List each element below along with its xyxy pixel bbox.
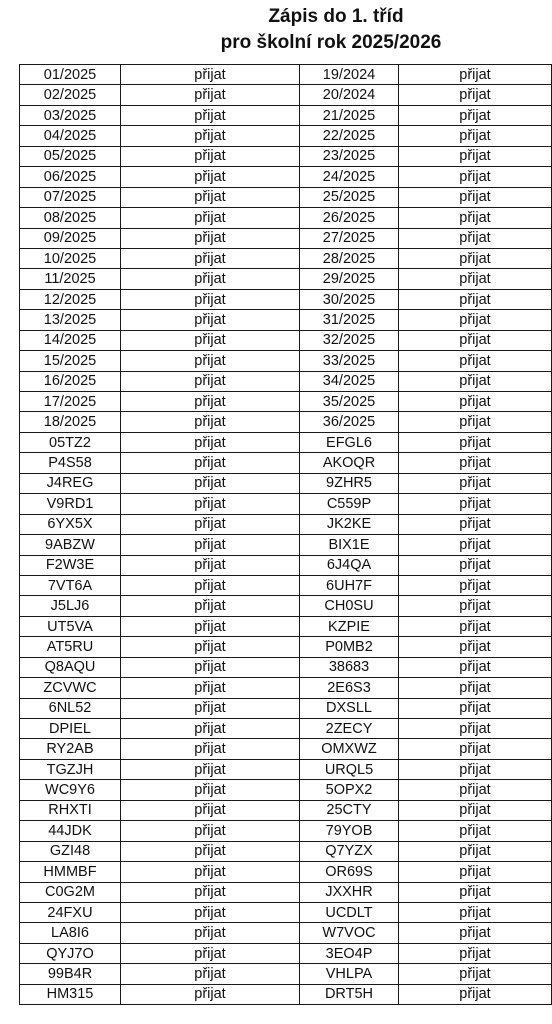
registration-code-left: 7VT6A — [20, 575, 121, 595]
registration-code-right: 2ZECY — [300, 719, 399, 739]
table-row — [20, 780, 552, 800]
status-left: přijat — [121, 65, 300, 85]
status-right: přijat — [399, 473, 552, 493]
status-left: přijat — [121, 678, 300, 698]
registration-code-right: 38683 — [300, 657, 399, 677]
status-right: přijat — [399, 821, 552, 841]
registration-code-right: EFGL6 — [300, 432, 399, 452]
status-left: přijat — [121, 392, 300, 412]
table-row — [20, 473, 552, 493]
status-left: přijat — [121, 616, 300, 636]
registration-code-left: 24FXU — [20, 902, 121, 922]
status-right: přijat — [399, 392, 552, 412]
status-right: přijat — [399, 412, 552, 432]
status-right: přijat — [399, 616, 552, 636]
status-right: přijat — [399, 575, 552, 595]
registration-code-right: 29/2025 — [300, 269, 399, 289]
status-right: přijat — [399, 596, 552, 616]
status-left: přijat — [121, 208, 300, 228]
status-left: přijat — [121, 167, 300, 187]
registration-code-right: 9ZHR5 — [300, 473, 399, 493]
registration-code-right: 20/2024 — [300, 85, 399, 105]
registration-code-left: 6YX5X — [20, 514, 121, 534]
registration-code-left: 09/2025 — [20, 228, 121, 248]
registration-code-right: URQL5 — [300, 759, 399, 779]
registration-code-right: 32/2025 — [300, 330, 399, 350]
registration-code-right: 21/2025 — [300, 105, 399, 125]
registration-code-right: 35/2025 — [300, 392, 399, 412]
registration-code-left: 05TZ2 — [20, 432, 121, 452]
registration-code-left: 10/2025 — [20, 248, 121, 268]
status-right: přijat — [399, 943, 552, 963]
status-left: přijat — [121, 943, 300, 963]
registration-code-left: QYJ7O — [20, 943, 121, 963]
table-row — [20, 698, 552, 718]
registration-code-left: F2W3E — [20, 555, 121, 575]
status-right: přijat — [399, 555, 552, 575]
status-left: přijat — [121, 882, 300, 902]
status-right: přijat — [399, 964, 552, 984]
table-row — [20, 392, 552, 412]
table-row — [20, 146, 552, 166]
registration-code-left: TGZJH — [20, 759, 121, 779]
registration-code-right: 26/2025 — [300, 208, 399, 228]
table-row — [20, 187, 552, 207]
status-right: přijat — [399, 289, 552, 309]
registration-code-left: J4REG — [20, 473, 121, 493]
registration-code-left: RHXTI — [20, 800, 121, 820]
status-right: přijat — [399, 657, 552, 677]
registration-code-left: V9RD1 — [20, 494, 121, 514]
table-row — [20, 739, 552, 759]
table-row — [20, 923, 552, 943]
status-right: přijat — [399, 637, 552, 657]
status-right: přijat — [399, 105, 552, 125]
table-row — [20, 759, 552, 779]
table-row — [20, 351, 552, 371]
status-left: přijat — [121, 248, 300, 268]
table-row — [20, 902, 552, 922]
status-left: přijat — [121, 637, 300, 657]
table-row — [20, 535, 552, 555]
registration-code-right: 27/2025 — [300, 228, 399, 248]
registration-code-left: J5LJ6 — [20, 596, 121, 616]
registration-code-right: 22/2025 — [300, 126, 399, 146]
registration-code-left: 15/2025 — [20, 351, 121, 371]
status-left: přijat — [121, 269, 300, 289]
table-row — [20, 575, 552, 595]
table-row — [20, 494, 552, 514]
table-row — [20, 678, 552, 698]
status-left: přijat — [121, 494, 300, 514]
status-left: přijat — [121, 821, 300, 841]
registration-code-right: 6UH7F — [300, 575, 399, 595]
registration-code-left: C0G2M — [20, 882, 121, 902]
status-right: přijat — [399, 248, 552, 268]
registration-code-right: C559P — [300, 494, 399, 514]
table-row — [20, 432, 552, 452]
registration-code-right: AKOQR — [300, 453, 399, 473]
registration-code-right: BIX1E — [300, 535, 399, 555]
table-row — [20, 616, 552, 636]
registration-code-left: GZI48 — [20, 841, 121, 861]
registration-code-left: 06/2025 — [20, 167, 121, 187]
status-right: přijat — [399, 698, 552, 718]
registration-code-right: 6J4QA — [300, 555, 399, 575]
registration-code-right: 79YOB — [300, 821, 399, 841]
table-row — [20, 310, 552, 330]
registration-code-right: 30/2025 — [300, 289, 399, 309]
registration-code-left: LA8I6 — [20, 923, 121, 943]
status-left: přijat — [121, 596, 300, 616]
table-row — [20, 371, 552, 391]
status-left: přijat — [121, 310, 300, 330]
registration-code-right: W7VOC — [300, 923, 399, 943]
registration-code-left: 44JDK — [20, 821, 121, 841]
status-right: přijat — [399, 187, 552, 207]
registration-code-right: 31/2025 — [300, 310, 399, 330]
table-row — [20, 412, 552, 432]
table-row — [20, 167, 552, 187]
registration-code-left: 6NL52 — [20, 698, 121, 718]
table-row — [20, 862, 552, 882]
registration-code-right: JXXHR — [300, 882, 399, 902]
table-row — [20, 453, 552, 473]
registration-code-right: DRT5H — [300, 984, 399, 1004]
status-left: přijat — [121, 351, 300, 371]
status-left: přijat — [121, 698, 300, 718]
registration-code-right: DXSLL — [300, 698, 399, 718]
registration-code-left: 05/2025 — [20, 146, 121, 166]
status-right: přijat — [399, 514, 552, 534]
status-left: přijat — [121, 126, 300, 146]
status-right: přijat — [399, 535, 552, 555]
status-right: přijat — [399, 228, 552, 248]
registration-code-left: 16/2025 — [20, 371, 121, 391]
table-row — [20, 330, 552, 350]
status-right: přijat — [399, 432, 552, 452]
registration-code-left: Q8AQU — [20, 657, 121, 677]
status-left: přijat — [121, 759, 300, 779]
table-row — [20, 596, 552, 616]
status-left: přijat — [121, 535, 300, 555]
registration-code-right: UCDLT — [300, 902, 399, 922]
table-row — [20, 657, 552, 677]
status-right: přijat — [399, 351, 552, 371]
registration-code-left: UT5VA — [20, 616, 121, 636]
registration-code-left: 14/2025 — [20, 330, 121, 350]
table-row — [20, 882, 552, 902]
registration-code-left: 04/2025 — [20, 126, 121, 146]
status-right: přijat — [399, 167, 552, 187]
registration-code-right: 5OPX2 — [300, 780, 399, 800]
registration-code-left: 02/2025 — [20, 85, 121, 105]
registration-code-left: 99B4R — [20, 964, 121, 984]
status-right: přijat — [399, 330, 552, 350]
registration-code-right: P0MB2 — [300, 637, 399, 657]
table-row — [20, 821, 552, 841]
status-right: přijat — [399, 739, 552, 759]
status-left: přijat — [121, 412, 300, 432]
registration-code-left: 13/2025 — [20, 310, 121, 330]
registration-code-left: HM315 — [20, 984, 121, 1004]
registration-code-right: 25/2025 — [300, 187, 399, 207]
registration-code-left: HMMBF — [20, 862, 121, 882]
status-right: přijat — [399, 208, 552, 228]
registration-code-left: 12/2025 — [20, 289, 121, 309]
status-right: přijat — [399, 126, 552, 146]
status-left: přijat — [121, 841, 300, 861]
registration-code-left: WC9Y6 — [20, 780, 121, 800]
status-left: přijat — [121, 187, 300, 207]
table-row — [20, 514, 552, 534]
registration-code-left: 03/2025 — [20, 105, 121, 125]
table-row — [20, 208, 552, 228]
registration-code-left: DPIEL — [20, 719, 121, 739]
registration-code-right: OMXWZ — [300, 739, 399, 759]
enrollment-table — [19, 64, 552, 1005]
registration-code-right: JK2KE — [300, 514, 399, 534]
status-left: přijat — [121, 923, 300, 943]
status-right: přijat — [399, 984, 552, 1004]
status-left: přijat — [121, 473, 300, 493]
registration-code-right: 24/2025 — [300, 167, 399, 187]
status-left: přijat — [121, 330, 300, 350]
status-right: přijat — [399, 85, 552, 105]
status-left: přijat — [121, 105, 300, 125]
registration-code-right: 34/2025 — [300, 371, 399, 391]
status-right: přijat — [399, 902, 552, 922]
status-right: přijat — [399, 923, 552, 943]
registration-code-left: RY2AB — [20, 739, 121, 759]
registration-code-right: 25CTY — [300, 800, 399, 820]
registration-code-right: 33/2025 — [300, 351, 399, 371]
registration-code-left: 11/2025 — [20, 269, 121, 289]
status-left: přijat — [121, 555, 300, 575]
document-title — [0, 4, 552, 56]
status-left: přijat — [121, 739, 300, 759]
status-left: přijat — [121, 800, 300, 820]
table-row — [20, 248, 552, 268]
table-row — [20, 126, 552, 146]
table-row — [20, 555, 552, 575]
registration-code-right: VHLPA — [300, 964, 399, 984]
registration-code-left: ZCVWC — [20, 678, 121, 698]
status-left: přijat — [121, 289, 300, 309]
registration-code-right: 2E6S3 — [300, 678, 399, 698]
status-right: přijat — [399, 310, 552, 330]
status-right: přijat — [399, 862, 552, 882]
status-left: přijat — [121, 719, 300, 739]
table-row — [20, 800, 552, 820]
status-left: přijat — [121, 902, 300, 922]
registration-code-left: 01/2025 — [20, 65, 121, 85]
registration-code-right: KZPIE — [300, 616, 399, 636]
table-row — [20, 228, 552, 248]
status-right: přijat — [399, 269, 552, 289]
registration-code-right: 36/2025 — [300, 412, 399, 432]
registration-code-right: OR69S — [300, 862, 399, 882]
status-right: přijat — [399, 780, 552, 800]
table-row — [20, 289, 552, 309]
table-row — [20, 105, 552, 125]
registration-code-left: 08/2025 — [20, 208, 121, 228]
status-right: přijat — [399, 65, 552, 85]
status-right: přijat — [399, 719, 552, 739]
status-left: přijat — [121, 146, 300, 166]
status-left: přijat — [121, 228, 300, 248]
status-right: přijat — [399, 800, 552, 820]
registration-code-left: 18/2025 — [20, 412, 121, 432]
table-row — [20, 65, 552, 85]
status-left: přijat — [121, 575, 300, 595]
status-right: přijat — [399, 146, 552, 166]
table-row — [20, 964, 552, 984]
registration-code-right: 3EO4P — [300, 943, 399, 963]
status-left: přijat — [121, 514, 300, 534]
registration-code-left: 9ABZW — [20, 535, 121, 555]
registration-code-left: AT5RU — [20, 637, 121, 657]
status-right: přijat — [399, 678, 552, 698]
title-line-1: Zápis do 1. tříd — [268, 6, 404, 27]
registration-code-right: 23/2025 — [300, 146, 399, 166]
enrollment-table-body — [20, 65, 552, 1005]
status-right: přijat — [399, 371, 552, 391]
table-row — [20, 85, 552, 105]
status-right: přijat — [399, 759, 552, 779]
registration-code-left: 07/2025 — [20, 187, 121, 207]
table-row — [20, 269, 552, 289]
registration-code-right: 28/2025 — [300, 248, 399, 268]
status-left: přijat — [121, 453, 300, 473]
status-left: přijat — [121, 862, 300, 882]
table-row — [20, 943, 552, 963]
status-left: přijat — [121, 780, 300, 800]
registration-code-left: 17/2025 — [20, 392, 121, 412]
status-right: přijat — [399, 882, 552, 902]
status-right: přijat — [399, 494, 552, 514]
table-row — [20, 719, 552, 739]
status-left: přijat — [121, 432, 300, 452]
status-left: přijat — [121, 85, 300, 105]
table-row — [20, 841, 552, 861]
status-left: přijat — [121, 964, 300, 984]
registration-code-right: CH0SU — [300, 596, 399, 616]
status-left: přijat — [121, 371, 300, 391]
title-line-2: pro školní rok 2025/2026 — [220, 32, 442, 53]
registration-code-left: P4S58 — [20, 453, 121, 473]
status-right: přijat — [399, 841, 552, 861]
table-row — [20, 984, 552, 1004]
registration-code-right: Q7YZX — [300, 841, 399, 861]
status-left: přijat — [121, 984, 300, 1004]
status-right: přijat — [399, 453, 552, 473]
registration-code-right: 19/2024 — [300, 65, 399, 85]
status-left: přijat — [121, 657, 300, 677]
table-row — [20, 637, 552, 657]
